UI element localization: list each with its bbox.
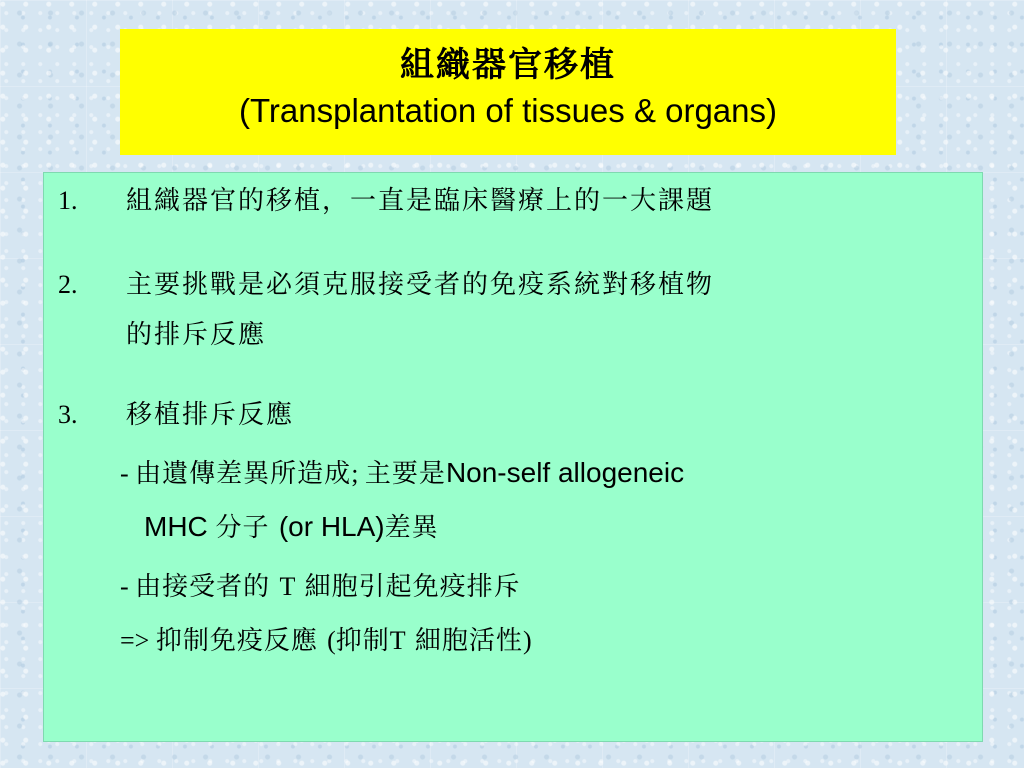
sub-item-t-cell <box>120 567 521 607</box>
semicolon: ; <box>351 459 365 488</box>
title-box <box>120 29 896 155</box>
sub-item-english: MHC <box>144 511 216 542</box>
sub-item-cause-continued <box>144 507 439 548</box>
item-text: 移植排斥反應 <box>126 400 295 430</box>
sub-item-text: 由遺傳差異所造成 <box>135 459 352 489</box>
t-letter: T <box>279 572 296 601</box>
dash-prefix: - <box>120 459 136 488</box>
item-text: 組織器官的移植，一直是臨床醫療上的一大課題 <box>126 186 715 216</box>
sub-item-suppress <box>120 621 532 661</box>
item-number: 3. <box>58 400 78 429</box>
title-english: (Transplantation of tissues & organs) <box>238 92 778 129</box>
sub-item-text: 由接受者的 <box>135 572 280 602</box>
sub-item-text: 細胞引起免疫排斥 <box>295 572 521 602</box>
sub-item-text: 分子 <box>215 513 279 543</box>
t-letter: T <box>389 626 406 655</box>
sub-item-text: 抑制免疫反應 <box>155 626 328 656</box>
item-number: 1. <box>58 186 78 215</box>
sub-item-text: 差異 <box>384 513 439 543</box>
paren-close: ) <box>522 626 532 655</box>
title-chinese: 組織器官移植 <box>400 45 616 85</box>
sub-item-text: 細胞活性 <box>405 626 523 656</box>
item-text-line-1: 主要挑戰是必須克服接受者的免疫系統對移植物 <box>126 270 715 300</box>
sub-item-text: 主要是 <box>364 459 446 489</box>
sub-item-english: Non-self allogeneic <box>445 457 685 488</box>
sub-item-text: 抑制 <box>335 626 390 656</box>
content-box <box>43 172 983 742</box>
sub-item-english: (or HLA) <box>278 511 385 542</box>
sub-item-cause <box>120 453 684 494</box>
item-text-line-2: 的排斥反應 <box>126 320 267 350</box>
paren-open: ( <box>327 626 336 655</box>
dash-prefix: - <box>120 572 136 601</box>
item-number: 2. <box>58 270 78 299</box>
arrow-prefix: => <box>120 626 156 655</box>
